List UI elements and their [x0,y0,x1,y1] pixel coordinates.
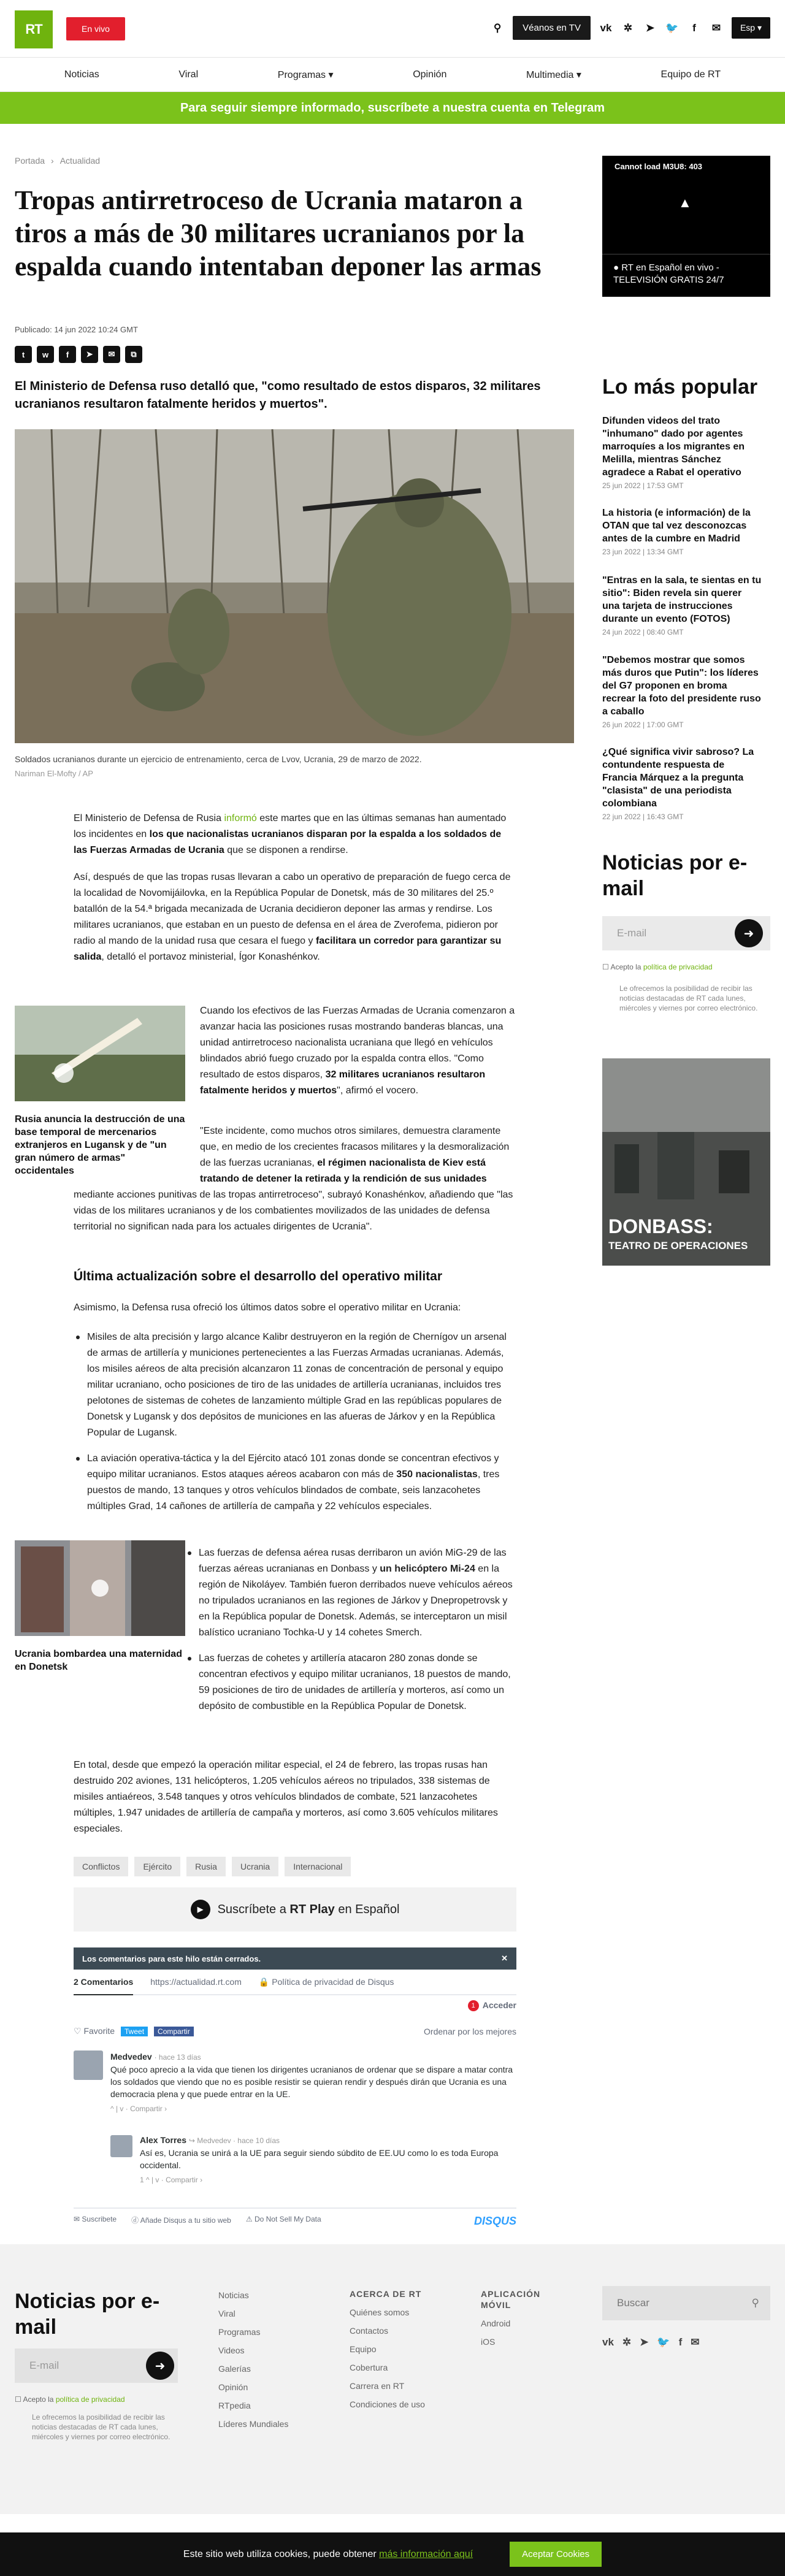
disqus-privacy-link[interactable]: 🔒 Política de privacidad de Disqus [258,1977,394,1987]
breadcrumb-section[interactable]: Actualidad [59,156,101,166]
cookie-banner [0,2532,785,2576]
avatar[interactable] [74,2050,103,2080]
related-title-2: Ucrania bombardea una maternidad en Donetsk [15,1649,182,1672]
telegram-icon[interactable]: ➤ [645,21,655,34]
popular-item[interactable]: Difunden videos del trato "inhumano" dado por agentes marroquíes a los migrantes en Melilla, mientras Sánchez agradece a Rabat el operativo 25 jun 2022 | 17:53 GMT [602,416,745,490]
cookie-text: Este sitio web utiliza cookies, puede obtener más información aquí [183,2548,473,2559]
article-title: Tropas antirretroceso de Ucrania mataron a tiros a más de 30 militares ucranianos por la espalda cuando intentaban deponer las armas [15,185,542,281]
subscribe-link[interactable]: ✉ Suscribete [74,2215,117,2223]
paragraph-5: Asimismo, la Defensa rusa ofreció los últimos datos sobre el operativo militar en Ucrania: [74,1302,461,1313]
popular-item[interactable]: La historia (e información) de la OTAN que tal vez desconozcas antes de la cumbre en Madrid 23 jun 2022 | 13:34 GMT [602,508,751,556]
submit-arrow-icon[interactable]: ➜ [735,919,763,947]
facebook-share-button[interactable]: Compartir [154,2027,194,2036]
inline-link-informo[interactable]: informó [224,813,257,824]
popular-item[interactable]: "Debemos mostrar que somos más duros que Putin": los líderes del G7 proponen en broma recrear la foto del presidente ruso a caballo 26 jun 2022 | 17:00 GMT [602,655,761,729]
live-button[interactable]: En vivo [66,17,125,40]
privacy-checkbox-label[interactable]: ☐ Acepto la política de privacidad [602,963,713,971]
footer-link[interactable]: Carrera en RT [350,2381,405,2391]
bullet-2: La aviación operativa-táctica y la del Ejército atacó 101 zonas donde se concentran efectivos y equipo militar ucranianos. Estos ataques aéreos acabaron con más de 350 nacionalistas, tres puestos de mando, 13 tanques y otros vehículos blindados de combate, seis lanzacohetes múltiples Grad, 14 cañones de artillería de campaña y 22 vehículos especiales. [74,1451,515,1515]
paragraph-1: El Ministerio de Defensa de Rusia informó este martes que en las últimas semanas han aumentado los incidentes en los que nacionalistas ucranianos disparan por la espalda a los soldados de las Fuerzas Armadas de Ucrania que se disponen a rendirse. [74,813,507,855]
popular-item[interactable]: "Entras en la sala, te sientas en tu sitio": Biden revela sin querer una tarjeta de instrucciones durante un evento (FOTOS) 24 jun 2022 | 08:40 GMT [602,575,762,636]
comment-toolbar [74,2026,516,2036]
footer-col-heading: APLICACIÓN MÓVIL [481,2289,541,2310]
footer-link[interactable]: Videos [218,2345,245,2355]
avatar[interactable] [110,2135,132,2157]
search-icon[interactable]: ⚲ [751,2297,759,2309]
related-title-1: Rusia anuncia la destrucción de una base temporal de mercenarios extranjeros en Lugansk y de "un gran número de armas" occidentales [15,1114,185,1176]
comments-count-tab[interactable]: 2 Comentarios [74,1977,133,1995]
comment-1: Medvedev · hace 13 días Qué poco aprecio a la vida que tienen los dirigentes ucranianos de ordenar que se dispare a matar contra los soldados que viendo que no es posible resistir se quieran rendir y después dirán que Ucrania es una democracia plena y que puede entrar en la UE. ^ | v · Compartir › [110,2050,515,2115]
related-article-2[interactable] [15,1540,185,1673]
tag-internacional[interactable]: Internacional [285,1857,351,1876]
footer-col-sections [218,2286,288,2433]
comment-actions[interactable]: 1 ^ | v · Compartir › [140,2176,203,2184]
email-icon[interactable]: ✉ [691,2336,700,2348]
player-live-label[interactable]: ● RT en Español en vivo - TELEVISIÓN GRATIS 24/7 [602,254,770,294]
comment-2: Alex Torres ↪ Medvedev · hace 10 días Así es, Ucrania se unirá a la UE para seguir siendo súbdito de EE.UU como lo es toda Europa occidental. 1 ^ | v · Compartir › [140,2134,515,2186]
newsletter-title: Noticias por e-mail [602,851,748,900]
newsletter-fine-print: Le ofrecemos la posibilidad de recibir las noticias destacadas de RT cada lunes, miércoles y viernes por correo electrónico. [619,984,758,1012]
disqus-footer [74,2207,516,2228]
cookie-info-link[interactable]: más información aquí [379,2548,473,2559]
top-icons [491,16,770,40]
player-error: Cannot load M3U8: 403 [615,162,703,171]
bullet-3: Las fuerzas de defensa aérea rusas derribaron un avión MiG-29 de las fuerzas aéreas ucranianas en Donbass y un helicóptero Mi-24 en la región de Nikoláyev. También fueron derribados nueve vehículos aéreos no tripulados ucranianos en las regiones de Járkov y Dnepropetrovsk y en la República popular de Donetsk. Además, se interceptaron un misil balístico ucraniano Tochka-U y 14 cohetes Smerch. [185,1545,515,1641]
footer-submit-arrow-icon[interactable]: ➜ [146,2352,174,2380]
disqus-tabs [74,1977,516,1995]
facebook-icon[interactable]: f [678,2336,683,2348]
bullet-list-2 [185,1545,515,1724]
whatsapp-share-icon[interactable]: w [37,346,54,363]
notification-badge: 1 [468,2000,479,2011]
nav-item-equipo[interactable]: Equipo de RT [661,69,721,80]
disqus-logo[interactable]: DISQUS [473,2215,516,2227]
accept-cookies-button[interactable]: Aceptar Cookies [510,2542,602,2567]
publish-date: Publicado: 14 jun 2022 10:24 GMT [15,325,138,334]
paragraph-6: En total, desde que empezó la operación militar especial, el 24 de febrero, las tropas rusas han destruido 202 aviones, 131 helicópteros, 1.205 vehículos aéreos no tripulados, 338 sistemas de misiles antiaéreos, 3.548 tanques y otros vehículos blindados de combate, 521 lanzacohetes múltiples, 1.947 unidades de artillería de campaña y morteros, así como 3.605 vehículos militares especiales. [74,1760,498,1834]
donbass-banner[interactable] [602,1058,770,1266]
paragraph-2: Así, después de que las tropas rusas llevaran a cabo un operativo de preparación de fuego cerca de la localidad de Novomijáilovka, en la República Popular de Donetsk, más de 30 militares del 25.º batallón de la 54.ª brigada mecanizada de Ucrania decidieron deponer las armas y rendirse. Los militares ucranianos, que estaban en un puesto de defensa en el área de Zverofema, pidieron por radio al mando de la unidad rusa que cesara el fuego y facilitara un corredor para garantizar su salida, detalló el portavoz ministerial, Ígor Konashénkov. [74,872,511,962]
comment-text: Qué poco aprecio a la vida que tienen los dirigentes ucranianos de ordenar que se dispare a matar contra los soldados que viendo que no es posible resistir se quieran rendir y después dirán que Ucrania es una democracia plena y que puede entrar en la UE. [110,2065,513,2099]
footer-email-input[interactable]: E-mail [15,2349,178,2383]
related-image-2 [15,1540,185,1636]
bullet-list [74,1329,515,1524]
footer-social-icons [602,2336,700,2349]
comment-author[interactable]: Medvedev [110,2052,152,2062]
do-not-sell-link[interactable]: ⚠ Do Not Sell My Data [245,2215,321,2223]
popular-title: Lo más popular [602,375,758,399]
paragraph-3: Cuando los efectivos de las Fuerzas Armadas de Ucrania comenzaron a avanzar hacia las posiciones rusas mostrando banderas blancas, una unidad antirretroceso nacionalista ucraniana que llegó en vehículos blindados abrió fuego cruzado por la espalda contra ellos. "Como resultado de estos disparos, 32 militares ucranianos resultaron fatalmente heridos y muertos", afirmó el vocero. [200,1006,515,1096]
footer-link[interactable]: iOS [481,2337,496,2347]
chevron-right-icon: › [51,156,54,166]
add-disqus-link[interactable]: ⓓ Añade Disqus a tu sitio web [131,2216,231,2225]
footer-col-about [350,2288,425,2414]
facebook-icon[interactable]: f [692,21,696,34]
email-input[interactable]: E-mail [602,916,770,950]
footer-col-heading: ACERCA DE RT [350,2289,422,2299]
language-selector[interactable]: Esp ▾ [732,17,770,39]
footer-link[interactable]: Condiciones de uso [350,2399,425,2409]
nav-item-programas[interactable]: Programas ▾ [277,69,334,80]
footer [0,2244,785,2514]
article-lead: El Ministerio de Defensa ruso detalló que, "como resultado de estos disparos, 32 militares ucranianos resultaron fatalmente heridos y muertos". [15,380,541,411]
breadcrumb [15,156,100,166]
facebook-share-icon[interactable]: f [59,346,76,363]
odnoklassniki-icon[interactable]: ✲ [623,21,633,34]
rt-play-subscribe[interactable] [74,1887,516,1932]
tag-conflictos[interactable]: Conflictos [74,1857,128,1876]
email-share-icon[interactable]: ✉ [103,346,120,363]
sort-dropdown[interactable]: Ordenar por los mejores [424,2026,516,2036]
main-nav [0,58,785,92]
vk-icon[interactable]: vk [600,21,612,34]
footer-col-app [481,2288,548,2351]
twitter-icon[interactable]: 🐦 [665,21,679,34]
nav-item-multimedia[interactable]: Multimedia ▾ [526,69,581,80]
tag-ucrania[interactable]: Ucrania [232,1857,278,1876]
bullet-4: Las fuerzas de cohetes y artillería atacaron 280 zonas donde se concentran efectivos y equipo militar ucranianos, 18 puestos de mando, 59 posiciones de tiro de unidades de artillería y morteros, así como un depósito de combustible en la República Popular de Donetsk. [185,1651,515,1714]
footer-link[interactable]: RTpedia [218,2401,251,2410]
live-player[interactable] [602,156,770,297]
rt-logo[interactable]: RT [15,10,53,48]
login-button[interactable]: Acceder [482,2000,516,2010]
banner-line-2: TEATRO DE OPERACIONES [608,1240,748,1252]
related-article-1[interactable] [15,1006,185,1177]
tweet-button[interactable]: Tweet [121,2027,148,2036]
nav-item-viral[interactable]: Viral [178,69,199,80]
watch-tv-button[interactable]: Véanos en TV [513,16,591,40]
footer-link[interactable]: Viral [218,2309,236,2318]
footer-link[interactable]: Equipo [350,2344,377,2354]
footer-link[interactable]: Contactos [350,2326,389,2336]
search-icon[interactable]: ⚲ [493,21,502,34]
footer-link[interactable]: Noticias [218,2290,249,2300]
twitter-icon[interactable]: 🐦 [657,2336,670,2348]
copy-link-icon[interactable]: ⧉ [125,346,142,363]
tag-list [74,1857,351,1876]
favorite-button[interactable]: ♡ Favorite [74,2026,115,2036]
footer-link[interactable]: Cobertura [350,2363,388,2372]
comment-author[interactable]: Alex Torres [140,2135,186,2145]
close-icon[interactable]: ✕ [501,1954,508,1963]
telegram-icon[interactable]: ➤ [640,2336,649,2348]
banner-line-1: DONBASS: [608,1215,713,1237]
telegram-promo-banner[interactable]: Para seguir siempre informado, suscríbete a nuestra cuenta en Telegram [0,92,785,124]
footer-link[interactable]: Galerías [218,2364,251,2374]
login-area [74,2000,516,2011]
footer-link[interactable]: Opinión [218,2382,248,2392]
footer-newsletter-title: Noticias por e-mail [15,2290,160,2339]
comment-actions[interactable]: ^ | v · Compartir › [110,2104,167,2113]
comment-text: Así es, Ucrania se unirá a la UE para seguir siendo súbdito de EE.UU como lo es toda Europa occidental. [140,2148,499,2170]
vk-icon[interactable]: vk [602,2336,614,2348]
rt-play-text: Suscríbete a RT Play en Español [217,1902,400,1916]
paragraph-4-top: "Este incidente, como muchos otros similares, demuestra claramente que, en medio de los crecientes fracasos militares y la desmoralización de las fuerzas ucranianas, el régimen nacionalista de Kiev está tratando de detener la retirada y la rendición de sus unidades [200,1123,515,1187]
warning-icon: ▲ [678,195,692,210]
section-subheading: Última actualización sobre el desarrollo del operativo militar [74,1269,443,1283]
popular-item[interactable]: ¿Qué significa vivir sabroso? La contundente respuesta de Francia Márquez a la pregunta "clasista" de una periodista colombiana 22 jun 2022 | 16:43 GMT [602,747,754,821]
play-icon: ▶ [191,1900,210,1919]
top-bar [0,0,785,58]
site-link[interactable]: https://actualidad.rt.com [150,1977,242,1987]
footer-link[interactable]: Programas [218,2327,261,2337]
odnoklassniki-icon[interactable]: ✲ [622,2336,632,2348]
comments-closed-notice: Los comentarios para este hilo están cerrados. ✕ [74,1947,516,1970]
footer-link[interactable]: Líderes Mundiales [218,2419,289,2429]
share-buttons [15,346,142,363]
twitter-share-icon[interactable]: t [15,346,32,363]
footer-link[interactable]: Quiénes somos [350,2307,410,2317]
breadcrumb-home[interactable]: Portada [15,156,45,166]
bullet-1: Misiles de alta precisión y largo alcance Kalibr destruyeron en la región de Chernígov un arsenal de armas de artillería y municiones pertenecientes a las Fuerzas Armadas ucranianas. Además, los misiles aéreos de alta precisión alcanzaron 11 zonas de concentración de personal y equipo militar ucraniano, ocho posiciones de tiro de las unidades de artillería ucranianas, incluidos tres pelotones de sistemas de cohetes de lanzamiento múltiple Grad en las repúblicas populares de Donetsk y Lugansk y dos depósitos de municiones en las afueras de Járkov y en la República Popular de Lugansk. [74,1329,515,1441]
email-icon[interactable]: ✉ [711,21,721,34]
image-credit: Nariman El-Mofty / AP [15,769,93,778]
nav-item-noticias[interactable]: Noticias [64,69,99,80]
telegram-share-icon[interactable]: ➤ [81,346,98,363]
tag-ejercito[interactable]: Ejército [134,1857,180,1876]
nav-item-opinion[interactable]: Opinión [413,69,447,80]
footer-privacy-checkbox-label[interactable]: ☐ Acepto la política de privacidad [15,2395,125,2404]
paragraph-4-rest: mediante acciones punitivas de las tropas antirretroceso", subrayó Konashénkov, añadiendo que "las vidas de los militares ucranianos y de los combatientes movilizados de las unidades de defensa territorial no significan nada para los actuales dirigentes de Ucrania". [74,1190,513,1232]
footer-fine-print: Le ofrecemos la posibilidad de recibir las noticias destacadas de RT cada lunes, miércoles y viernes por correo electrónico. [32,2413,170,2441]
related-image-1 [15,1006,185,1101]
tag-rusia[interactable]: Rusia [186,1857,226,1876]
image-caption: Soldados ucranianos durante un ejercicio de entrenamiento, cerca de Lvov, Ucrania, 29 de marzo de 2022. [15,754,422,764]
footer-search-input[interactable]: Buscar ⚲ [602,2286,770,2320]
hero-image [15,429,574,743]
footer-link[interactable]: Android [481,2318,511,2328]
